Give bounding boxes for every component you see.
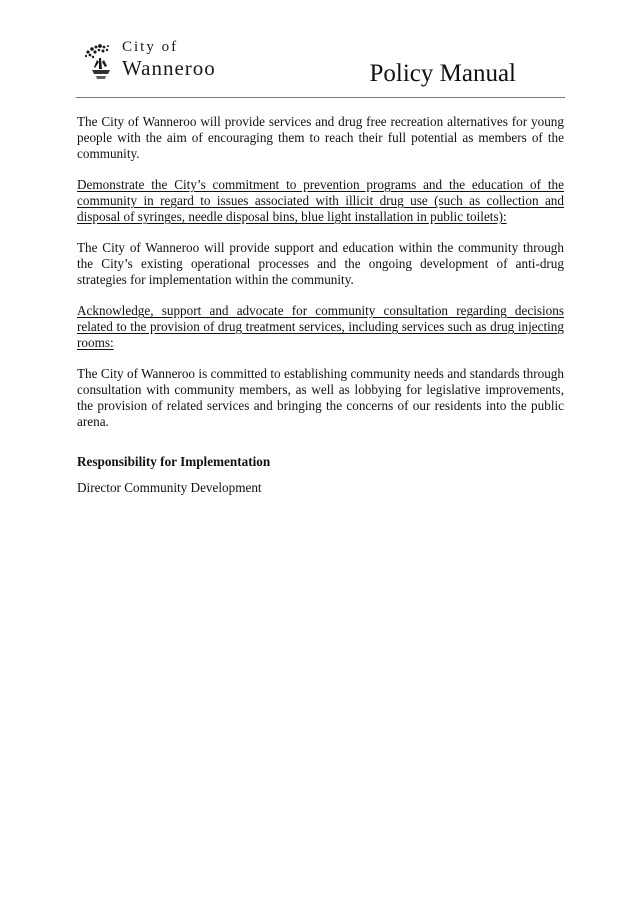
paragraph-community-needs: The City of Wanneroo is committed to establishing community needs and standards through consultation with community members, as well as lobbying for legislative improvements, the provision of related services and bringing the concerns of our residents into the public arena.: [77, 366, 564, 429]
document-title: Policy Manual: [369, 60, 516, 87]
logo-wordmark: [122, 40, 216, 79]
responsibility-value: Director Community Development: [77, 480, 262, 495]
responsibility-heading: Responsibility for Implementation: [77, 454, 271, 469]
tree-emblem-icon: [82, 38, 120, 84]
header-divider: [76, 97, 565, 98]
paragraph-support-education: The City of Wanneroo will provide support and education within the community through the City’s existing operational processes and the ongoing development of anti-drug strategies for implementation within the community.: [77, 240, 564, 287]
paragraph-services: The City of Wanneroo will provide services and drug free recreation alternatives for young people with the aim of encouraging them to reach their full potential as members of the community.: [77, 114, 564, 161]
city-logo: [82, 38, 252, 84]
policy-body: [77, 114, 564, 511]
page-header: [0, 0, 637, 100]
paragraph-prevention-commitment: Demonstrate the City’s commitment to prevention programs and the education of the community in regard to issues associated with illicit drug use (such as collection and disposal of syringes, needle disposal bins, blue light installation in public toilets):: [77, 177, 564, 224]
logo-city-line: City of: [122, 39, 179, 55]
logo-name-line: Wanneroo: [122, 56, 216, 80]
paragraph-community-consultation: Acknowledge, support and advocate for community consultation regarding decisions related to the provision of drug treatment services, including services such as drug injecting rooms:: [77, 303, 564, 350]
